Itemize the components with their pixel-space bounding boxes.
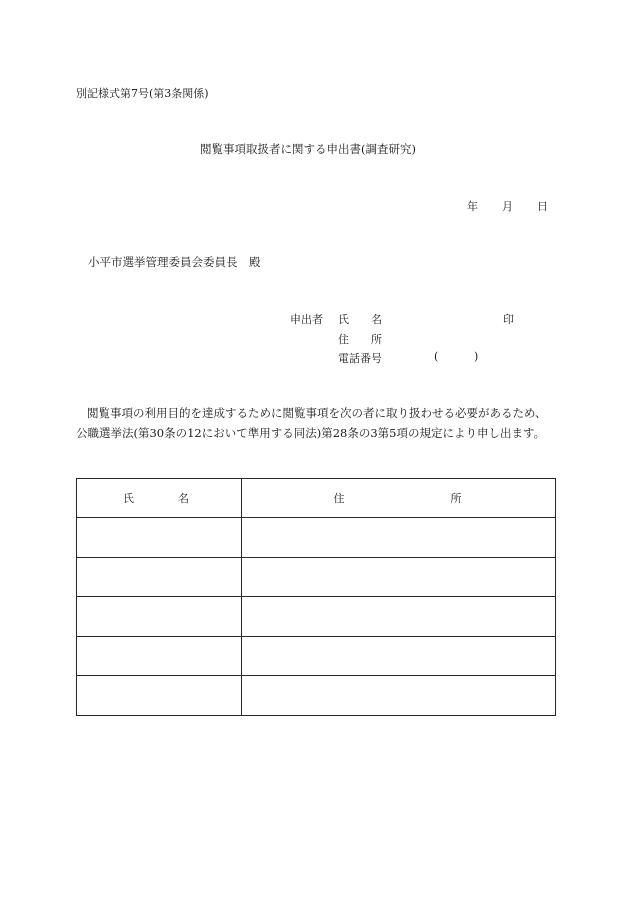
header-name-char1: 氏 [123, 492, 134, 505]
table-header-row [77, 479, 556, 518]
address-cell[interactable] [242, 636, 556, 676]
address-cell[interactable] [242, 557, 556, 597]
table-row [77, 518, 556, 558]
applicant-address-label: 住 所 [338, 333, 382, 346]
addressee: 小平市選挙管理委員会委員長 殿 [88, 255, 261, 269]
request-statement: 閲覧事項の利用目的を達成するために閲覧事項を次の者に取り扱わせる必要があるため、公職選挙法(第30条の12において準用する同法)第28条の3第5項の規定により申し出ます。 [76, 406, 547, 440]
header-name-char2: 名 [178, 492, 189, 505]
name-cell[interactable] [77, 597, 242, 637]
name-cell[interactable] [77, 518, 242, 558]
document-title: 閲覧事項取扱者に関する申出書(調査研究) [200, 142, 416, 156]
date-line [467, 198, 548, 214]
form-number: 別記様式第7号(第3条関係) [76, 87, 209, 100]
seal-mark: 印 [503, 313, 514, 326]
table-row [77, 636, 556, 676]
handler-table [76, 478, 556, 716]
header-address-char2: 所 [450, 492, 462, 505]
name-cell[interactable] [77, 676, 242, 716]
table-row [77, 557, 556, 597]
header-address [242, 479, 556, 518]
name-cell[interactable] [77, 557, 242, 597]
address-cell[interactable] [242, 518, 556, 558]
header-address-char1: 住 [333, 492, 345, 505]
date-month-label: 月 [502, 200, 513, 213]
table-row [77, 597, 556, 637]
name-cell[interactable] [77, 636, 242, 676]
date-year-label: 年 [467, 200, 478, 213]
applicant-name-label: 氏 名 [338, 313, 382, 326]
phone-paren-open: ( [434, 350, 439, 363]
table-row [77, 676, 556, 716]
date-day-label: 日 [537, 200, 548, 213]
applicant-label: 申出者 [290, 313, 323, 326]
address-cell[interactable] [242, 597, 556, 637]
applicant-phone-label: 電話番号 [338, 352, 382, 365]
header-name [77, 479, 242, 518]
address-cell[interactable] [242, 676, 556, 716]
phone-paren-close: ) [474, 350, 479, 363]
